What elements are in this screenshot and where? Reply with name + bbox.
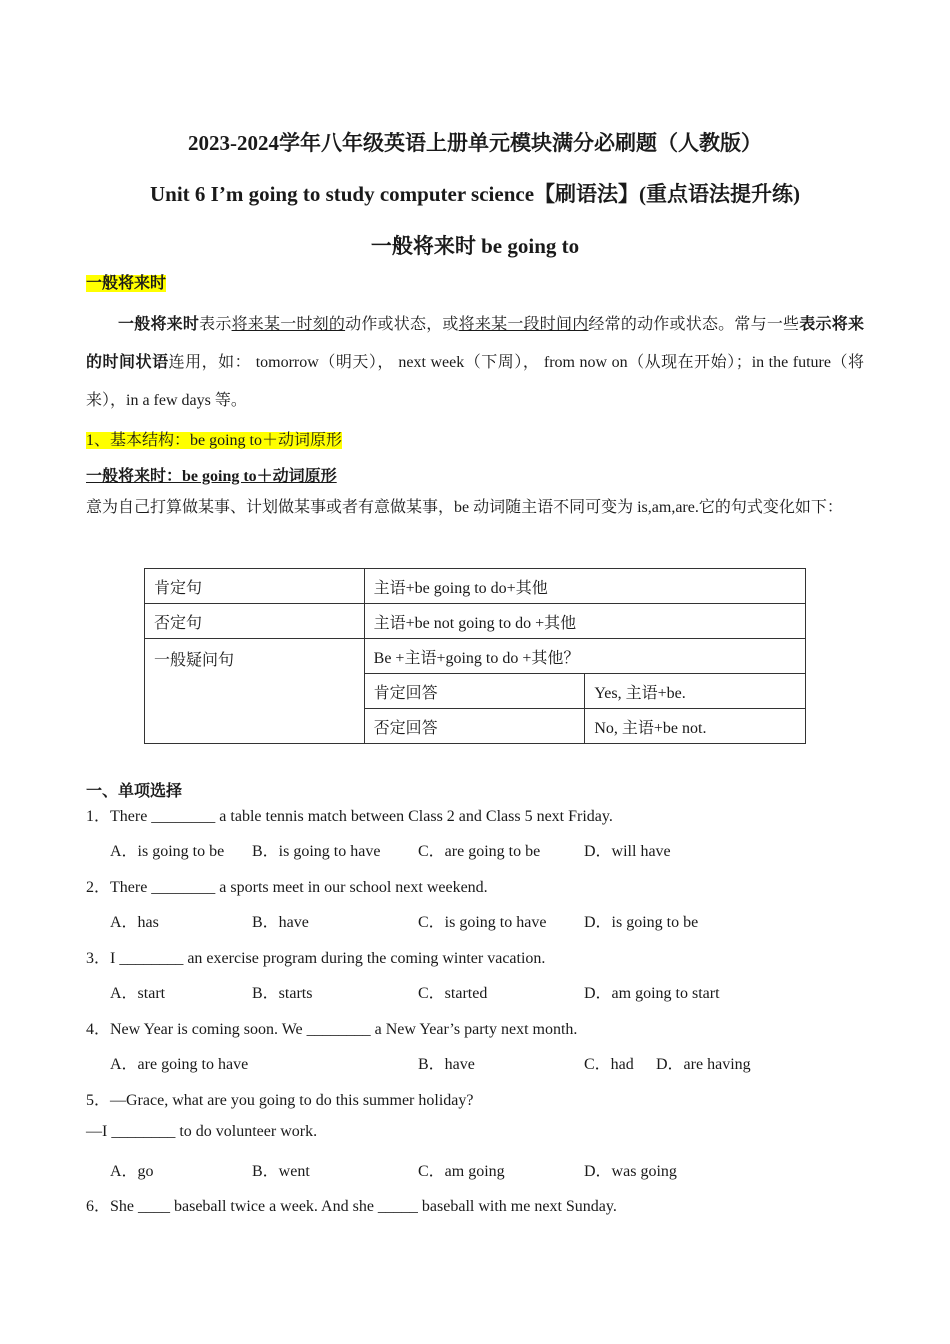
structure-subheading: 一般将来时：be going to＋动词原形: [86, 468, 337, 485]
unit-title: Unit 6 I’m going to study computer science【刷语法】(重点语法提升练): [150, 182, 800, 206]
question-5-option-d[interactable]: D．was going: [584, 1163, 677, 1180]
intro-paragraph: 一般将来时表示将来某一时刻的动作或状态，或将来某一段时间内经常的动作或状态。常与一些表示将来的时间状语连用，如： tomorrow（明天）， next week（下周）， from now on（从现在开始）；in the future（将来），in a few days 等。: [86, 316, 864, 409]
table-row: [145, 569, 806, 604]
question-4-option-d[interactable]: D．are having: [656, 1056, 751, 1073]
positive-answer-form: Yes, 主语+be.: [585, 674, 806, 709]
affirmative-label: 肯定句: [145, 569, 365, 604]
question-4-option-b[interactable]: B．have: [418, 1056, 475, 1073]
negative-form: 主语+be not going to do +其他: [364, 604, 805, 639]
table-row: [145, 639, 806, 674]
question-4-option-c[interactable]: C．had: [584, 1056, 634, 1073]
question-1-option-c[interactable]: C．are going to be: [418, 843, 541, 860]
question-form: Be +主语+going to do +其他？: [364, 639, 805, 674]
intro-underline-1: 将来某一时刻的: [231, 316, 346, 333]
intro-term: 一般将来时: [118, 316, 200, 333]
affirmative-form: 主语+be going to do+其他: [364, 569, 805, 604]
table-row: [145, 604, 806, 639]
question-5-option-c[interactable]: C．am going: [418, 1163, 505, 1180]
question-2-option-d[interactable]: D．is going to be: [584, 914, 699, 931]
negative-answer-form: No, 主语+be not.: [585, 709, 806, 744]
question-3-option-b[interactable]: B．starts: [252, 985, 313, 1002]
question-3-stem: 3．I ________ an exercise program during the coming winter vacation.: [86, 950, 546, 967]
question-5-option-a[interactable]: A．go: [110, 1163, 154, 1180]
structure-description: 意为自己打算做某事、计划做某事或者有意做某事，be 动词随主语不同可变为 is,am,are.它的句式变化如下：: [86, 499, 843, 516]
topic-title: 一般将来时 be going to: [370, 234, 580, 258]
question-2-option-c[interactable]: C．is going to have: [418, 914, 547, 931]
section-heading: 一般将来时: [86, 275, 167, 292]
question-3-option-d[interactable]: D．am going to start: [584, 985, 720, 1002]
question-1-option-a[interactable]: A．is going to be: [110, 843, 225, 860]
question-2-stem: 2．There ________ a sports meet in our school next weekend.: [86, 879, 488, 896]
question-5-response: —I ________ to do volunteer work.: [86, 1123, 318, 1140]
question-1-stem: 1．There ________ a table tennis match between Class 2 and Class 5 next Friday.: [86, 808, 613, 825]
question-3-option-c[interactable]: C．started: [418, 985, 488, 1002]
question-3-option-a[interactable]: A．start: [110, 985, 166, 1002]
grammar-table: [144, 568, 806, 744]
positive-answer-label: 肯定回答: [364, 674, 585, 709]
question-5-option-b[interactable]: B．went: [252, 1163, 310, 1180]
exercise-heading: 一、单项选择: [86, 783, 183, 800]
intro-underline-2: 将来某一段时间内: [458, 316, 589, 333]
question-6-stem: 6．She ____ baseball twice a week. And she _____ baseball with me next Sunday.: [86, 1198, 617, 1215]
intro-term-2: 表示将来的时间状语: [86, 316, 864, 371]
negative-answer-label: 否定回答: [364, 709, 585, 744]
structure-heading: 1、基本结构：be going to＋动词原形: [86, 432, 342, 449]
question-2-option-a[interactable]: A．has: [110, 914, 159, 931]
question-2-option-b[interactable]: B．have: [252, 914, 309, 931]
question-5-stem: 5．—Grace, what are you going to do this summer holiday?: [86, 1092, 474, 1109]
question-4-option-a[interactable]: A．are going to have: [110, 1056, 249, 1073]
question-1-option-b[interactable]: B．is going to have: [252, 843, 381, 860]
question-1-option-d[interactable]: D．will have: [584, 843, 671, 860]
negative-label: 否定句: [145, 604, 365, 639]
question-4-stem: 4．New Year is coming soon. We ________ a New Year’s party next month.: [86, 1021, 578, 1038]
document-title: 2023-2024学年八年级英语上册单元模块满分必刷题（人教版）: [188, 131, 762, 155]
question-label: 一般疑问句: [145, 639, 365, 744]
